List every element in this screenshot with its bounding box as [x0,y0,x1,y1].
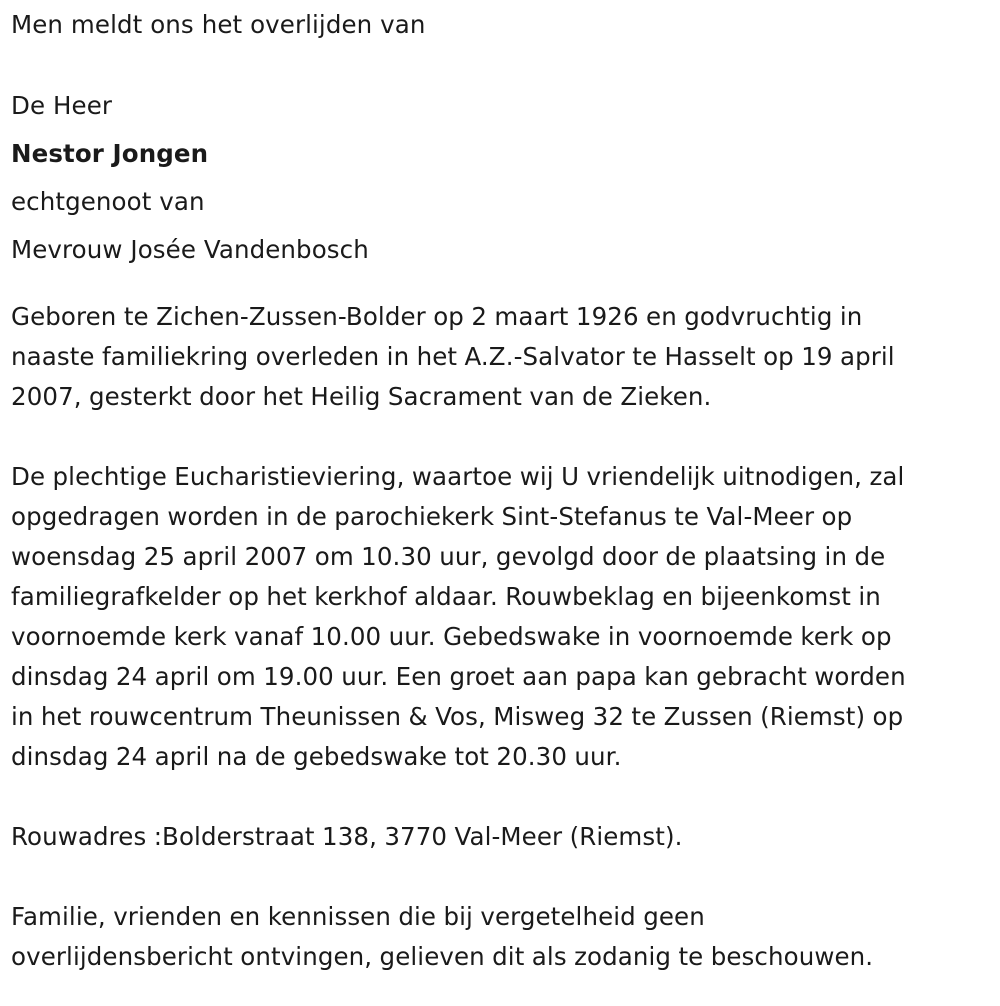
relation-text: echtgenoot van [11,187,205,216]
deceased-name: Nestor Jongen [11,139,209,168]
paragraph-line: 2007, gesterkt door het Heilig Sacrament van de Zieken. [11,382,712,411]
death-notice [11,0,996,977]
paragraph-line: opgedragen worden in de parochiekerk Sint-Stefanus te Val-Meer op [11,502,853,531]
paragraph-line: dinsdag 24 april om 19.00 uur. Een groet aan papa kan gebracht worden [11,662,906,691]
paragraph-line: overlijdensbericht ontvingen, gelieven dit als zodanig te beschouwen. [11,942,874,971]
paragraph-line: in het rouwcentrum Theunissen & Vos, Misweg 32 te Zussen (Riemst) op [11,702,904,731]
closing-paragraph [11,897,996,977]
paragraph-line: voornoemde kerk vanaf 10.00 uur. Gebedswake in voornoemde kerk op [11,622,892,651]
paragraph-line: familiegrafkelder op het kerkhof aldaar. Rouwbeklag en bijeenkomst in [11,582,881,611]
paragraph-line: woensdag 25 april 2007 om 10.30 uur, gevolgd door de plaatsing in de [11,542,886,571]
honorific: De Heer [11,91,113,120]
birth-death-paragraph [11,297,996,417]
ceremony-paragraph [11,457,996,777]
paragraph-line: Familie, vrienden en kennissen die bij vergetelheid geen [11,902,705,931]
paragraph-line: naaste familiekring overleden in het A.Z.-Salvator te Hasselt op 19 april [11,342,895,371]
paragraph-line: dinsdag 24 april na de gebedswake tot 20.30 uur. [11,742,622,771]
paragraph-line: De plechtige Eucharistieviering, waartoe wij U vriendelijk uitnodigen, zal [11,462,905,491]
paragraph-line: Geboren te Zichen-Zussen-Bolder op 2 maart 1926 en godvruchtig in [11,302,863,331]
intro-text: Men meldt ons het overlijden van [11,10,426,39]
mourning-address: Rouwadres :Bolderstraat 138, 3770 Val-Meer (Riemst). [11,822,683,851]
spouse-name: Mevrouw Josée Vandenbosch [11,235,369,264]
address-paragraph [11,817,996,857]
